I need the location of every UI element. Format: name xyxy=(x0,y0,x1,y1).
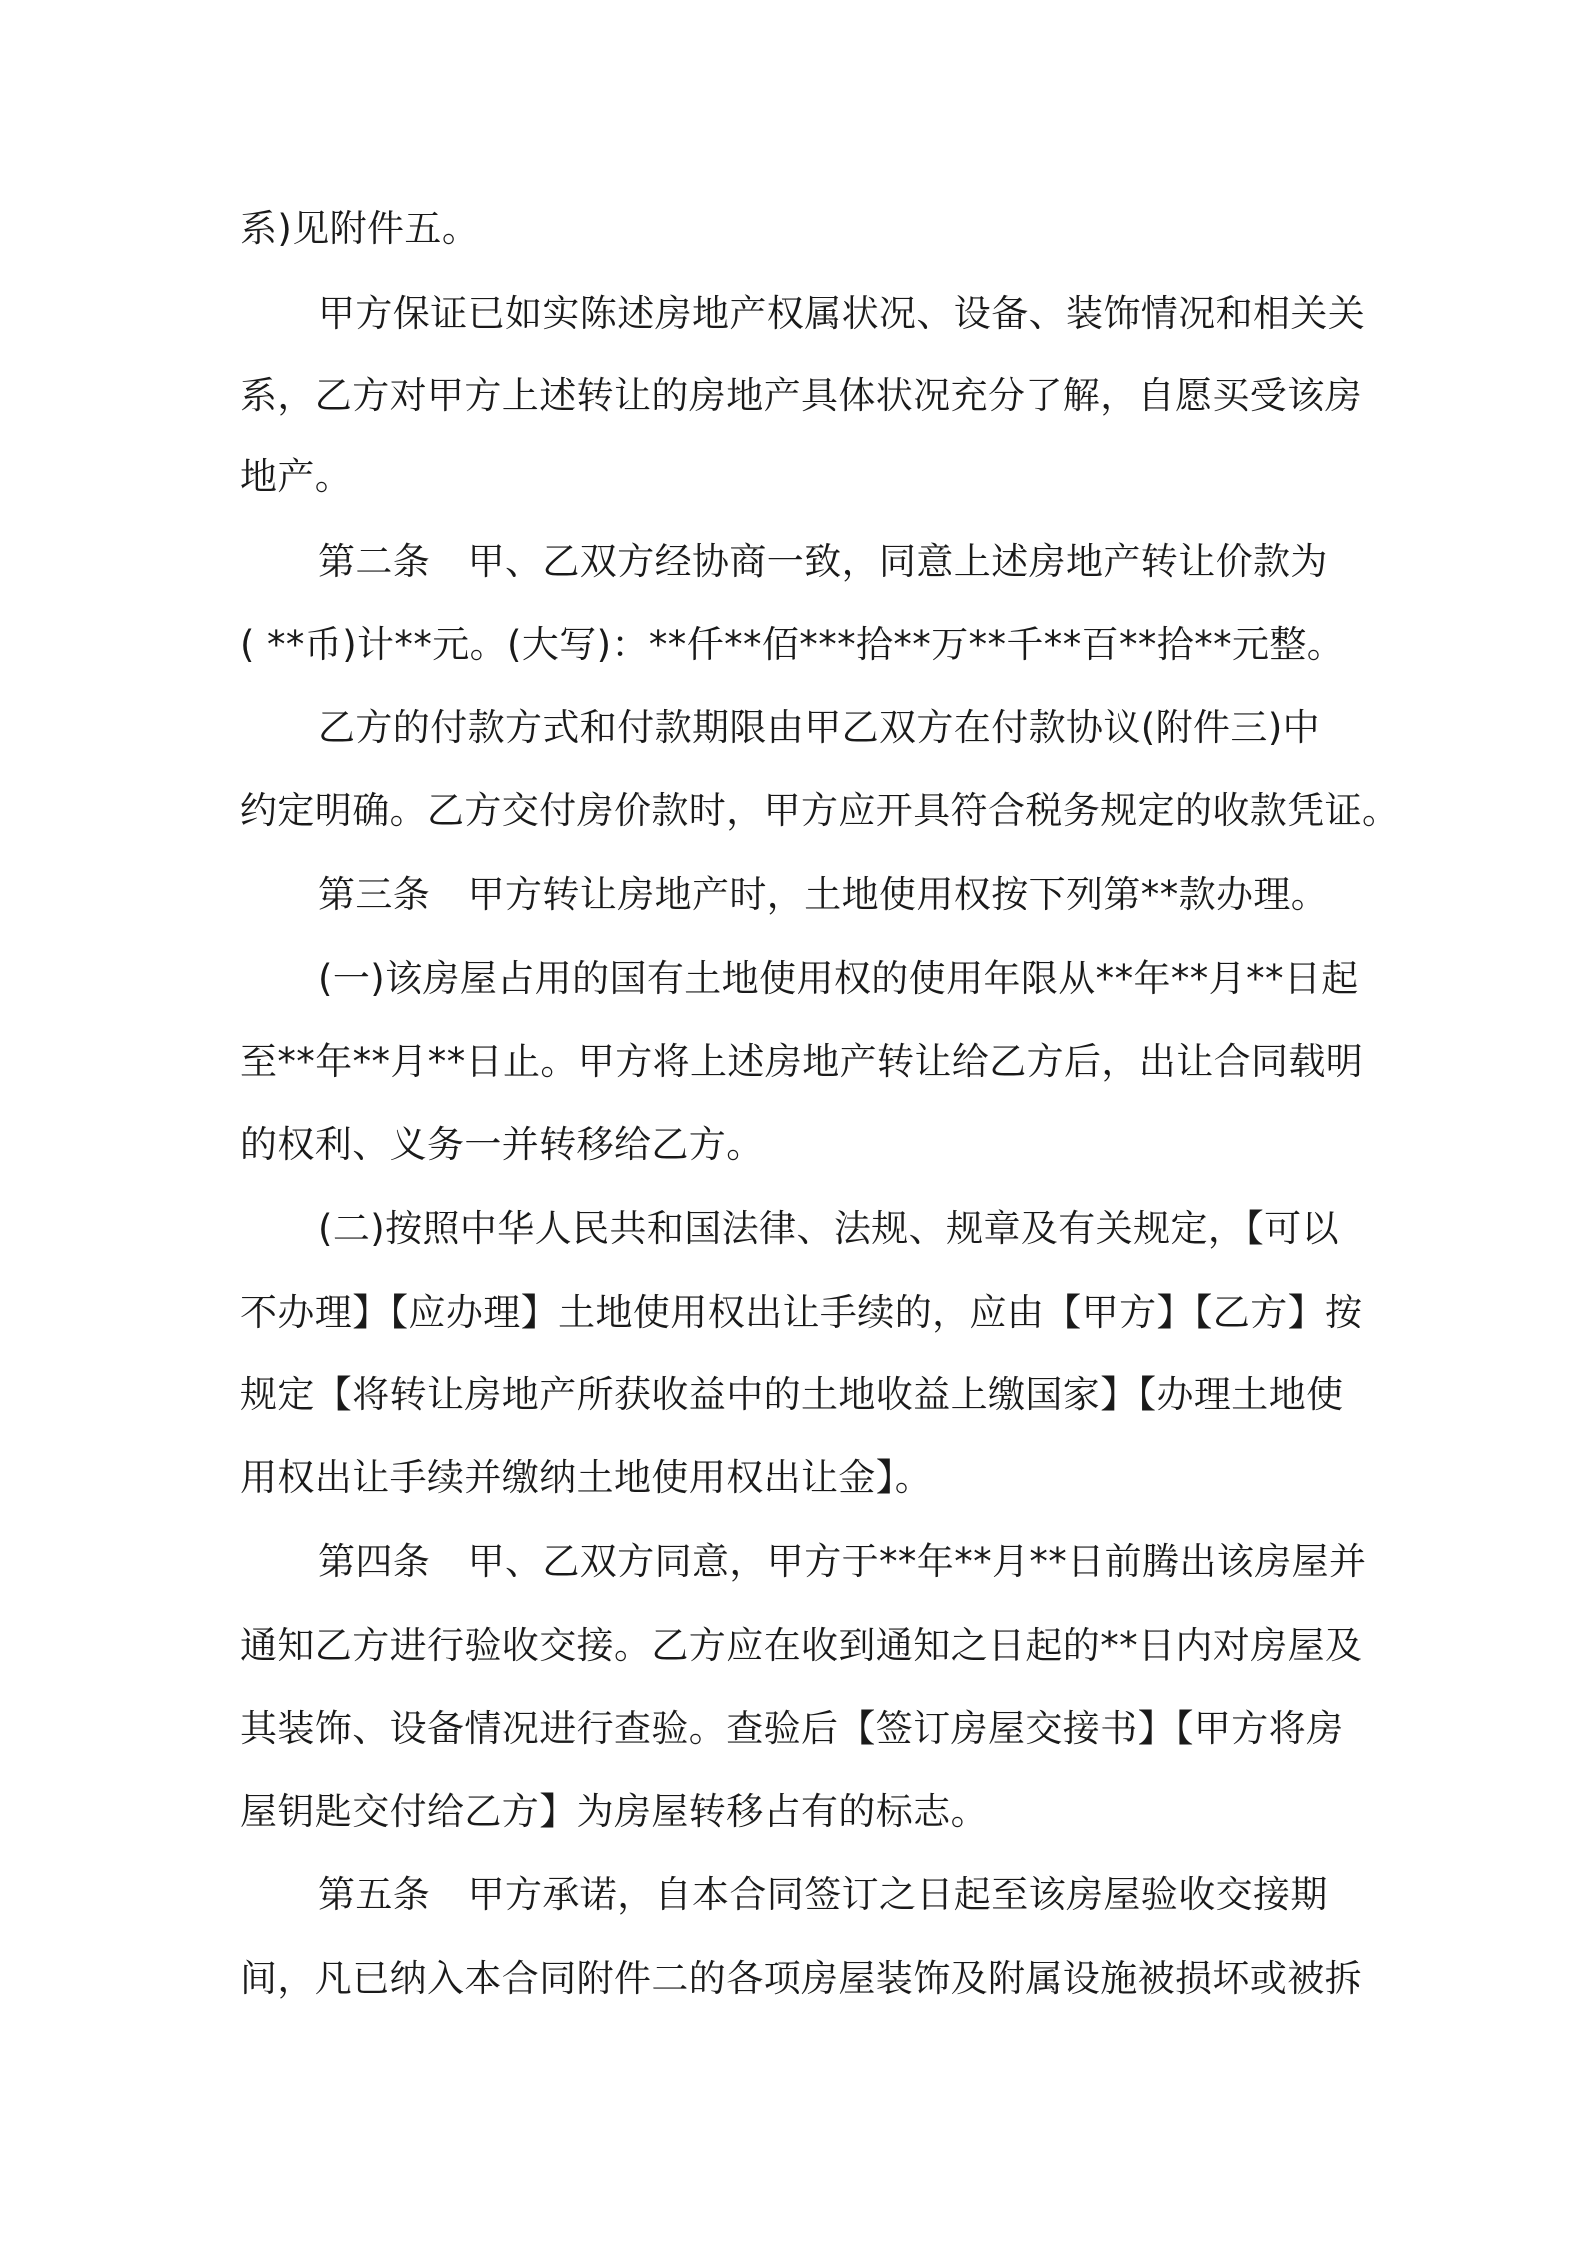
text-line: 规定【将转让房地产所获收益中的土地收益上缴国家】【办理土地使 xyxy=(240,1373,1344,1416)
text-line: 第四条 甲、乙双方同意，甲方于**年**月**日前腾出该房屋并 xyxy=(318,1540,1367,1583)
text-line: 不办理】【应办理】土地使用权出让手续的，应由【甲方】【乙方】按 xyxy=(240,1291,1363,1334)
text-line: 间，凡已纳入本合同附件二的各项房屋装饰及附属设施被损坏或被拆 xyxy=(240,1957,1362,2000)
text-line: 通知乙方进行验收交接。乙方应在收到通知之日起的**日内对房屋及 xyxy=(240,1624,1363,1667)
text-line: 第三条 甲方转让房地产时，土地使用权按下列第**款办理。 xyxy=(318,873,1329,916)
text-line: 甲方保证已如实陈述房地产权属状况、设备、装饰情况和相关关 xyxy=(318,292,1366,335)
text-line: 用权出让手续并缴纳土地使用权出让金】。 xyxy=(240,1456,933,1499)
text-line: 地产。 xyxy=(240,455,353,498)
text-line: 乙方的付款方式和付款期限由甲乙双方在付款协议(附件三)中 xyxy=(318,706,1321,749)
text-line: ( **币)计**元。(大写)：**仟**佰***拾**万**千**百**拾**元整。 xyxy=(240,623,1345,666)
text-line: (一)该房屋占用的国有土地使用权的使用年限从**年**月**日起 xyxy=(318,957,1359,1000)
text-line: 系，乙方对甲方上述转让的房地产具体状况充分了解，自愿买受该房 xyxy=(240,374,1362,417)
text-line: (二)按照中华人民共和国法律、法规、规章及有关规定，【可以 xyxy=(318,1207,1339,1250)
text-line: 的权利、义务一并转移给乙方。 xyxy=(240,1123,764,1166)
text-line: 其装饰、设备情况进行查验。查验后【签订房屋交接书】【甲方将房 xyxy=(240,1707,1344,1750)
text-line: 系)见附件五。 xyxy=(240,207,480,250)
text-line: 第二条 甲、乙双方经协商一致，同意上述房地产转让价款为 xyxy=(318,540,1328,583)
text-line: 至**年**月**日止。甲方将上述房地产转让给乙方后，出让合同载明 xyxy=(240,1040,1364,1083)
text-line: 第五条 甲方承诺，自本合同签订之日起至该房屋验收交接期 xyxy=(318,1873,1328,1916)
text-line: 屋钥匙交付给乙方】为房屋转移占有的标志。 xyxy=(240,1790,988,1833)
text-line: 约定明确。乙方交付房价款时，甲方应开具符合税务规定的收款凭证。 xyxy=(240,789,1400,832)
